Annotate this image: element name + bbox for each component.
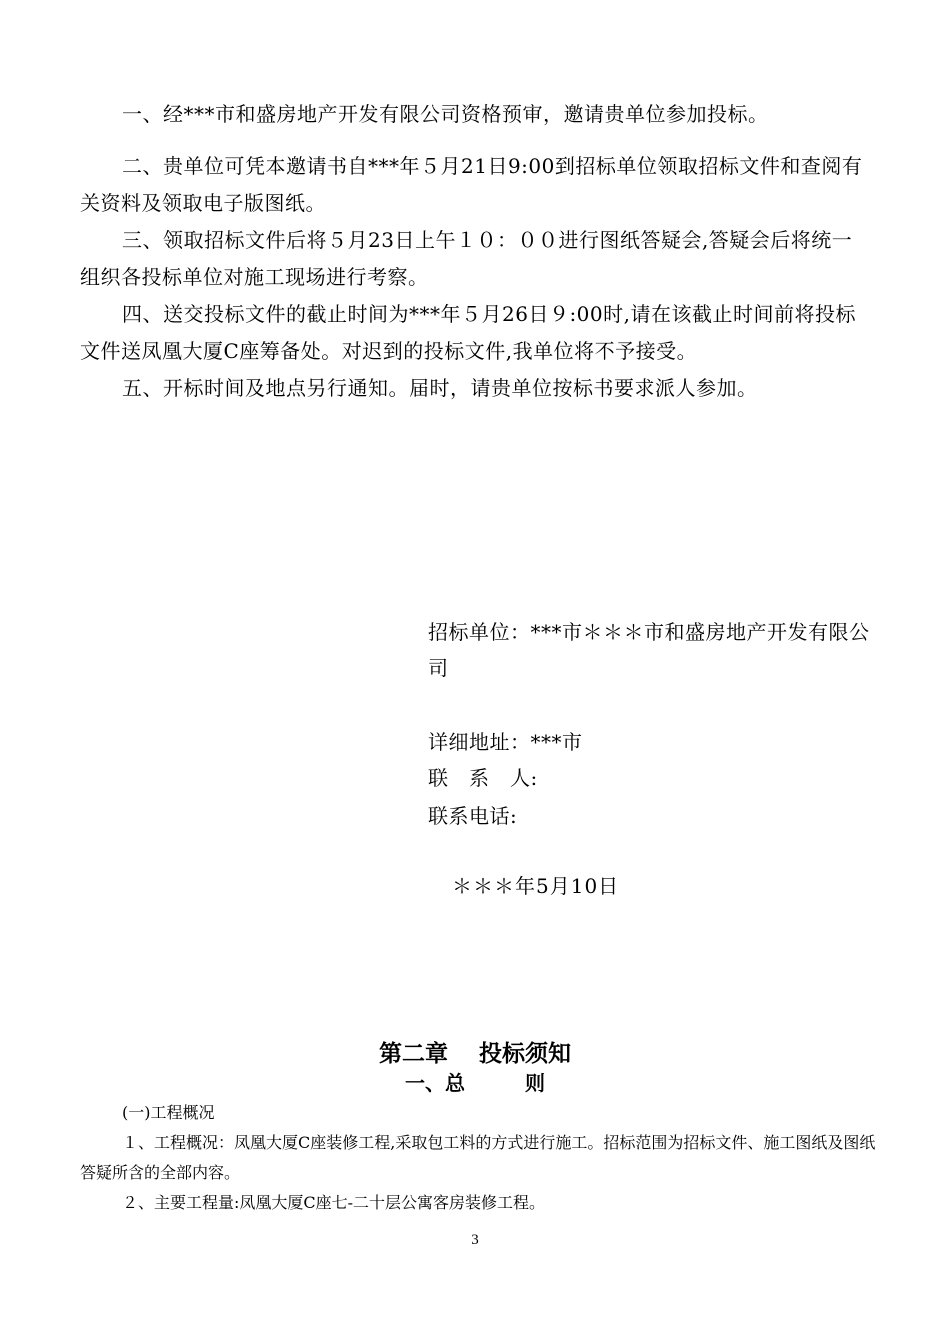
overview-item-1: １、工程概况：凤凰大厦C座装修工程,采取包工料的方式进行施工。招标范围为招标文件、施工图纸及图纸答疑所含的全部内容。 <box>80 1133 876 1182</box>
invitation-item-5: 五、开标时间及地点另行通知。届时，请贵单位按标书要求派人参加。 <box>122 376 758 400</box>
contact-line: 联 系 人: <box>428 766 538 790</box>
overview-heading: (一)工程概况 <box>122 1103 215 1122</box>
invitation-item-4: 四、送交投标文件的截止时间为***年５月26日９:00时,请在该截止时间前将投标文件送凤凰大厦C座筹备处。对迟到的投标文件,我单位将不予接受。 <box>80 302 856 363</box>
section-title: 一、总 则 <box>405 1071 545 1095</box>
issue-date: ＊＊＊年5月10日 <box>452 874 620 898</box>
invitation-item-3: 三、领取招标文件后将５月23日上午１０：００进行图纸答疑会,答疑会后将统一组织各投标单位对施工现场进行考察。 <box>80 228 853 289</box>
page-number: 3 <box>471 1232 479 1248</box>
invitation-item-1: 一、经***市和盛房地产开发有限公司资格预审，邀请贵单位参加投标。 <box>122 102 769 126</box>
phone-line: 联系电话: <box>428 804 518 828</box>
overview-item-2: ２、主要工程量:凤凰大厦C座七-二十层公寓客房装修工程。 <box>122 1193 546 1212</box>
chapter-title: 第二章 投标须知 <box>378 1041 571 1067</box>
address-line: 详细地址：***市 <box>428 730 583 754</box>
tenderer-name: 招标单位：***市＊＊＊市和盛房地产开发有限公司 <box>428 620 870 680</box>
invitation-item-2: 二、贵单位可凭本邀请书自***年５月21日9:00到招标单位领取招标文件和查阅有关资料及领取电子版图纸。 <box>80 154 863 215</box>
